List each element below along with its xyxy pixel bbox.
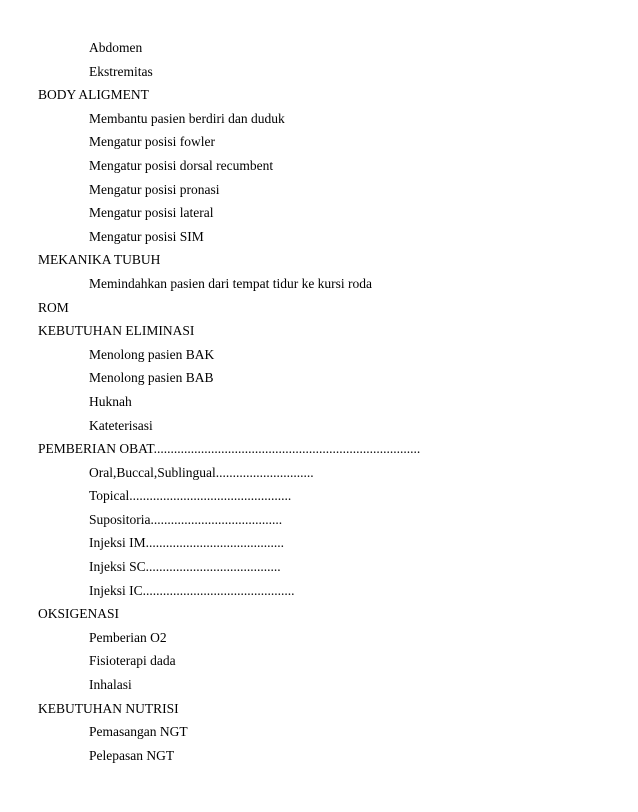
list-item: Mengatur posisi dorsal recumbent <box>89 157 274 173</box>
list-item: Huknah <box>89 393 132 409</box>
list-item: Oral,Buccal,Sublingual............................. <box>89 464 314 480</box>
list-item: Fisioterapi dada <box>89 653 176 669</box>
document-page <box>0 36 638 767</box>
section-heading: PEMBERIAN OBAT............................................................................... <box>38 441 421 457</box>
list-item: Pemasangan NGT <box>89 724 188 740</box>
list-item: Injeksi IM......................................... <box>89 535 284 551</box>
list-item: Mengatur posisi fowler <box>89 134 215 150</box>
list-item: Pelepasan NGT <box>89 747 175 763</box>
list-item: Abdomen <box>89 40 143 55</box>
list-item: Ekstremitas <box>89 63 153 79</box>
section-heading: MEKANIKA TUBUH <box>38 252 161 268</box>
list-item: Supositoria....................................... <box>89 511 283 527</box>
list-item: Membantu pasien berdiri dan duduk <box>89 110 285 126</box>
list-item: Kateterisasi <box>89 417 153 433</box>
list-item: Menolong pasien BAB <box>89 370 214 386</box>
list-item: Mengatur posisi lateral <box>89 205 214 221</box>
list-item: Memindahkan pasien dari tempat tidur ke kursi roda <box>89 275 373 291</box>
list-item: Mengatur posisi pronasi <box>89 181 220 197</box>
section-heading: BODY ALIGMENT <box>38 87 149 103</box>
section-heading: OKSIGENASI <box>38 606 119 622</box>
section-heading: ROM <box>38 299 69 315</box>
list-item: Inhalasi <box>89 677 132 693</box>
list-item: Pemberian O2 <box>89 629 167 645</box>
section-heading: KEBUTUHAN NUTRISI <box>38 700 179 716</box>
list-item: Mengatur posisi SIM <box>89 228 204 244</box>
list-item: Injeksi IC............................................. <box>89 582 295 598</box>
list-item: Menolong pasien BAK <box>89 346 215 362</box>
section-heading: KEBUTUHAN ELIMINASI <box>38 323 195 339</box>
list-item: Injeksi SC........................................ <box>89 559 281 575</box>
list-item: Topical................................................ <box>89 488 292 504</box>
